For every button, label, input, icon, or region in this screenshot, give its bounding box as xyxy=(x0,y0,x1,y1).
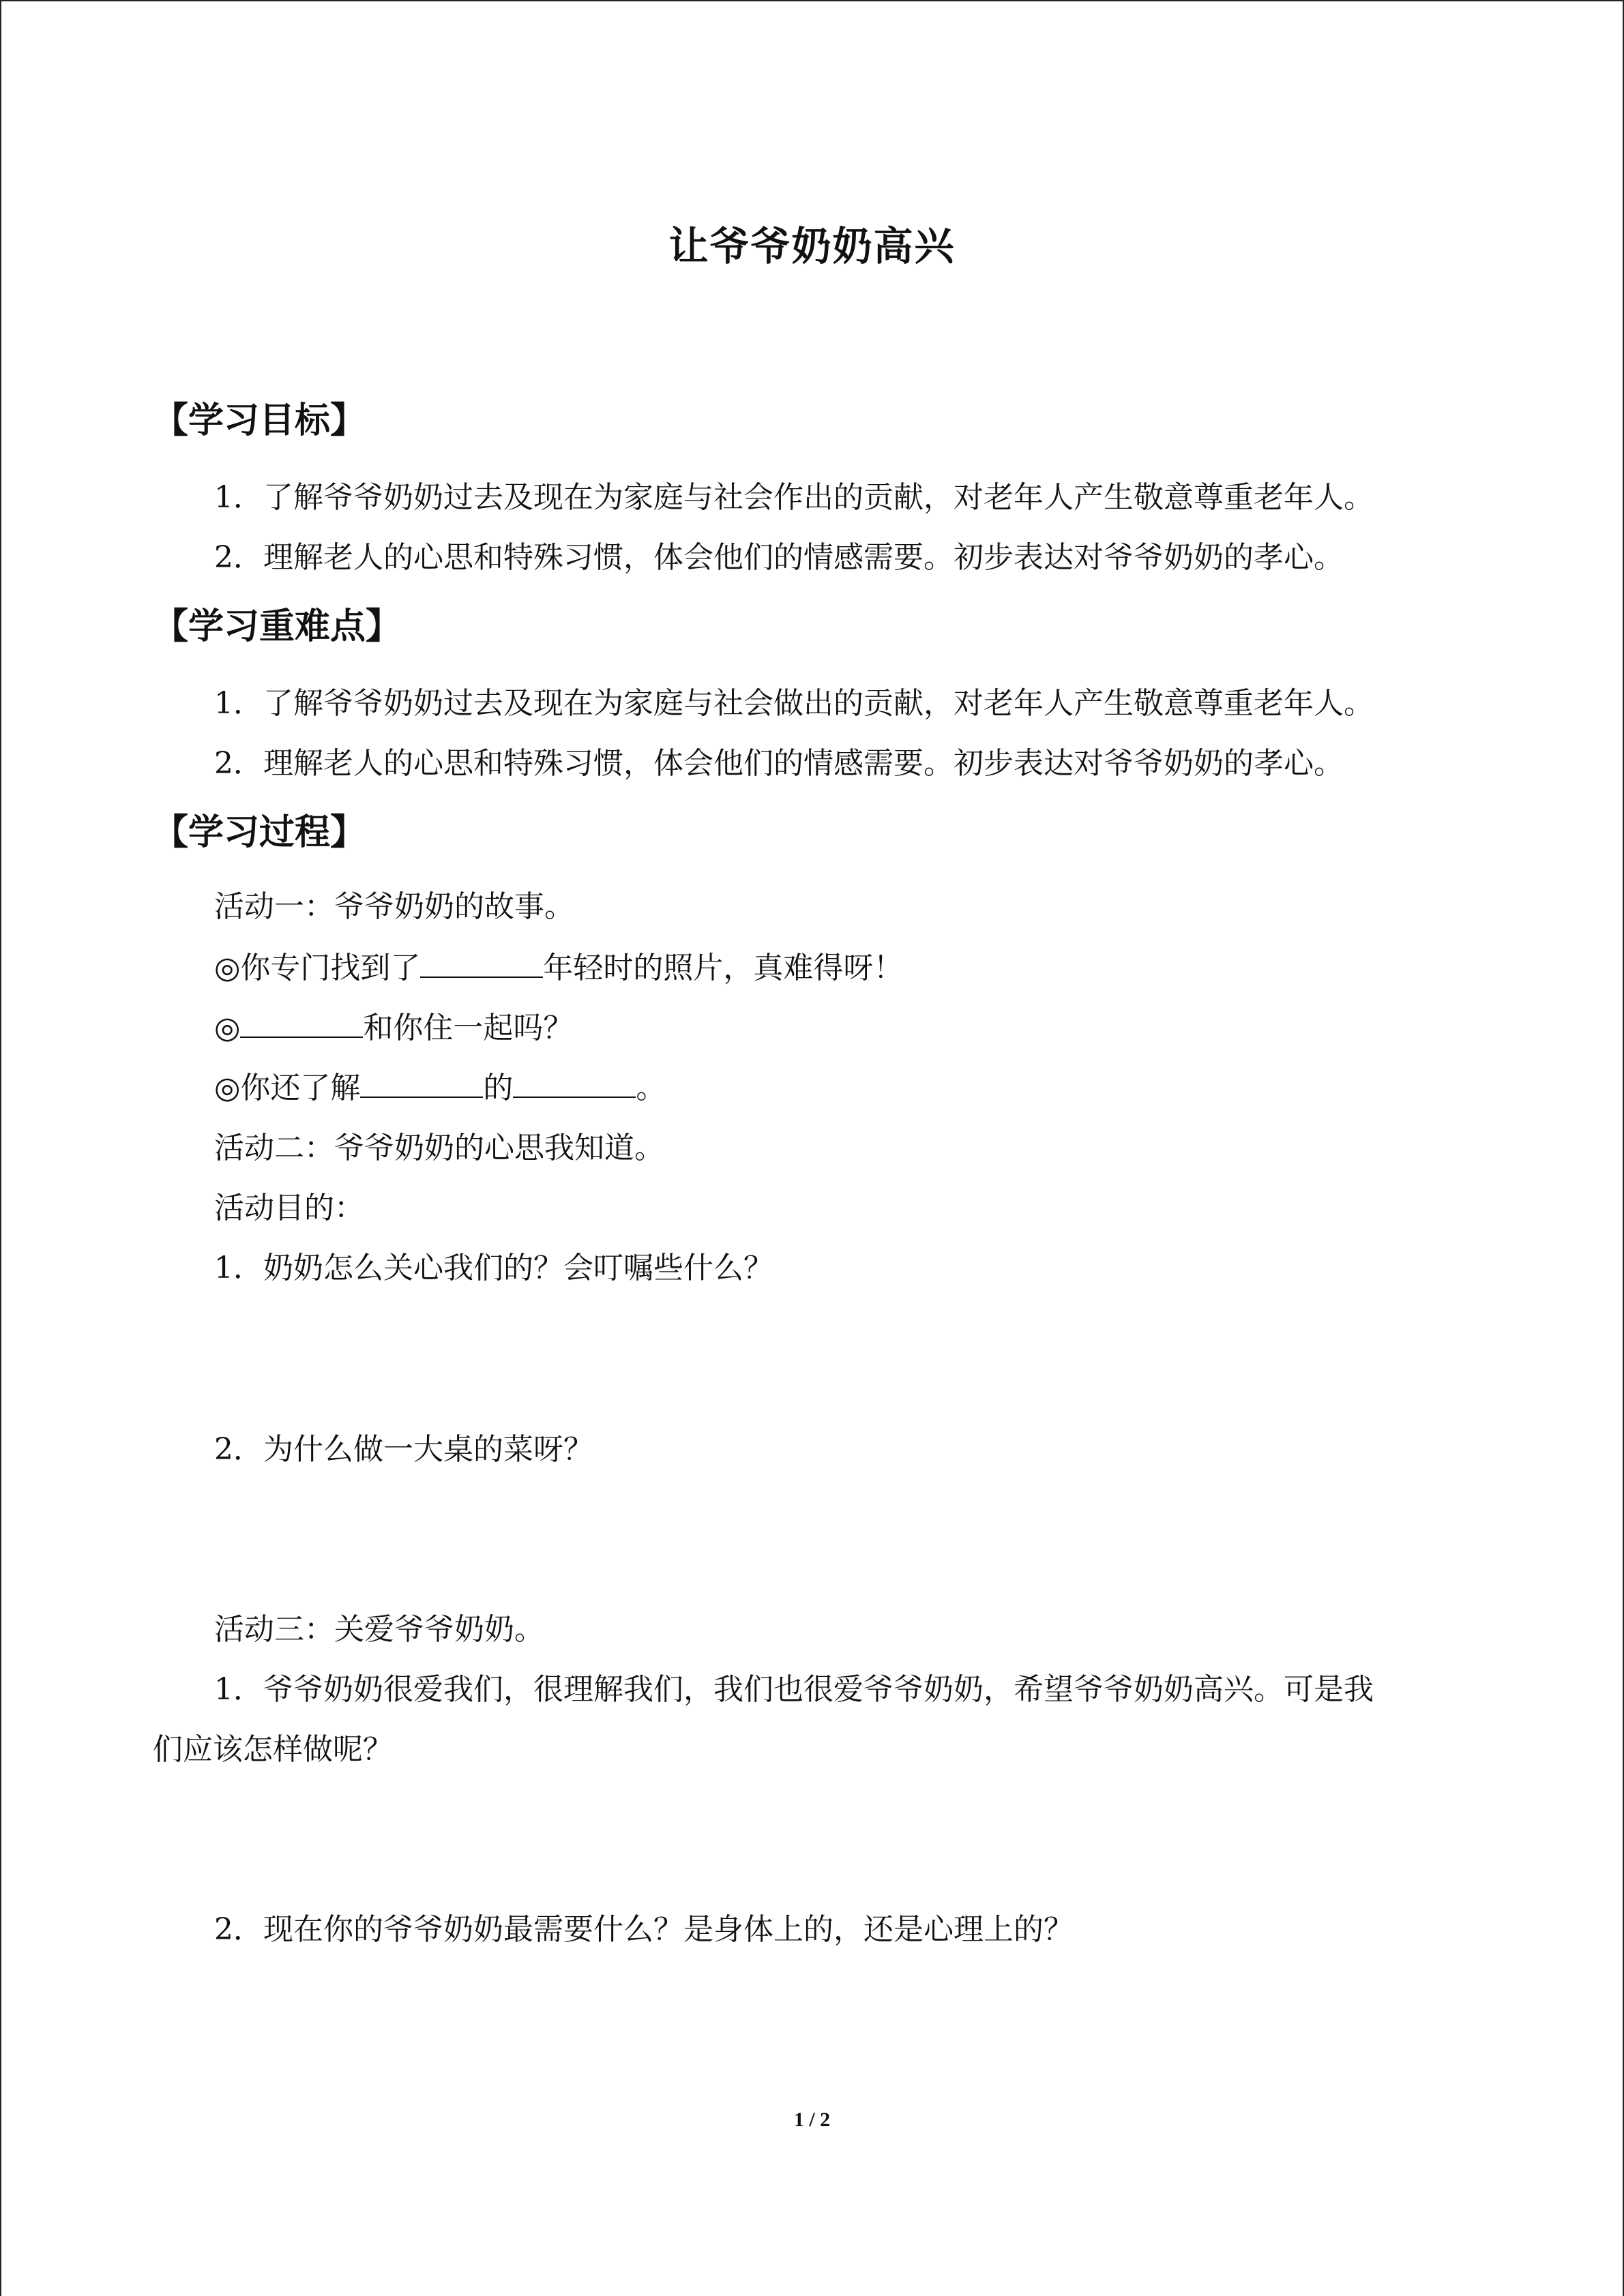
question-text: ◎你还了解 xyxy=(214,1071,361,1105)
goal-item-2: 2．理解老人的心思和特殊习惯，体会他们的情感需要。初步表达对爷爷奶奶的孝心。 xyxy=(214,540,1344,575)
activity1-question-1 xyxy=(214,949,903,987)
fill-blank[interactable] xyxy=(360,1069,483,1098)
activity2-title: 活动二：爷爷奶奶的心思我知道。 xyxy=(214,1131,664,1165)
question-text: 。 xyxy=(636,1071,666,1105)
section-heading-process: 【学习过程】 xyxy=(153,812,366,853)
activity1-title: 活动一：爷爷奶奶的故事。 xyxy=(214,889,574,924)
fill-blank[interactable] xyxy=(513,1069,636,1098)
question-text: ◎你专门找到了 xyxy=(214,951,421,985)
activity2-question-2: 2．为什么做一大桌的菜呀？ xyxy=(214,1432,593,1467)
activity3-question-2: 2．现在你的爷爷奶奶最需要什么？是身体上的，还是心理上的？ xyxy=(214,1912,1074,1947)
activity3-title: 活动三：关爱爷爷奶奶。 xyxy=(214,1612,544,1647)
keypoint-item-2: 2．理解老人的心思和特殊习惯，体会他们的情感需要。初步表达对爷爷奶奶的孝心。 xyxy=(214,746,1344,781)
page-number: 1 / 2 xyxy=(793,2108,831,2131)
keypoint-item-1: 1．了解爷爷奶奶过去及现在为家庭与社会做出的贡献，对老年人产生敬意尊重老年人。 xyxy=(214,686,1374,721)
activity3-question-1-line1: 1．爷爷奶奶很爱我们，很理解我们，我们也很爱爷爷奶奶，希望爷爷奶奶高兴。可是我 xyxy=(214,1672,1374,1707)
question-text: 的 xyxy=(483,1071,514,1105)
section-heading-goals: 【学习目标】 xyxy=(153,400,366,441)
activity2-goal-label: 活动目的： xyxy=(214,1191,364,1225)
activity3-question-1-line2: 们应该怎样做呢？ xyxy=(153,1732,393,1767)
page-title: 让爷爷奶奶高兴 xyxy=(668,223,956,269)
question-text: 年轻时的照片，真难得呀！ xyxy=(543,951,904,985)
section-heading-keypoints: 【学习重难点】 xyxy=(153,606,402,647)
fill-blank[interactable] xyxy=(420,949,543,978)
question-text: ◎ xyxy=(214,1011,241,1045)
goal-item-1: 1．了解爷爷奶奶过去及现在为家庭与社会作出的贡献，对老年人产生敬意尊重老年人。 xyxy=(214,480,1374,515)
activity1-question-3 xyxy=(214,1069,666,1107)
question-text: 和你住一起吗？ xyxy=(363,1011,574,1045)
activity2-question-1: 1．奶奶怎么关心我们的？会叮嘱些什么？ xyxy=(214,1251,773,1285)
fill-blank[interactable] xyxy=(240,1009,363,1038)
activity1-question-2 xyxy=(214,1009,573,1047)
